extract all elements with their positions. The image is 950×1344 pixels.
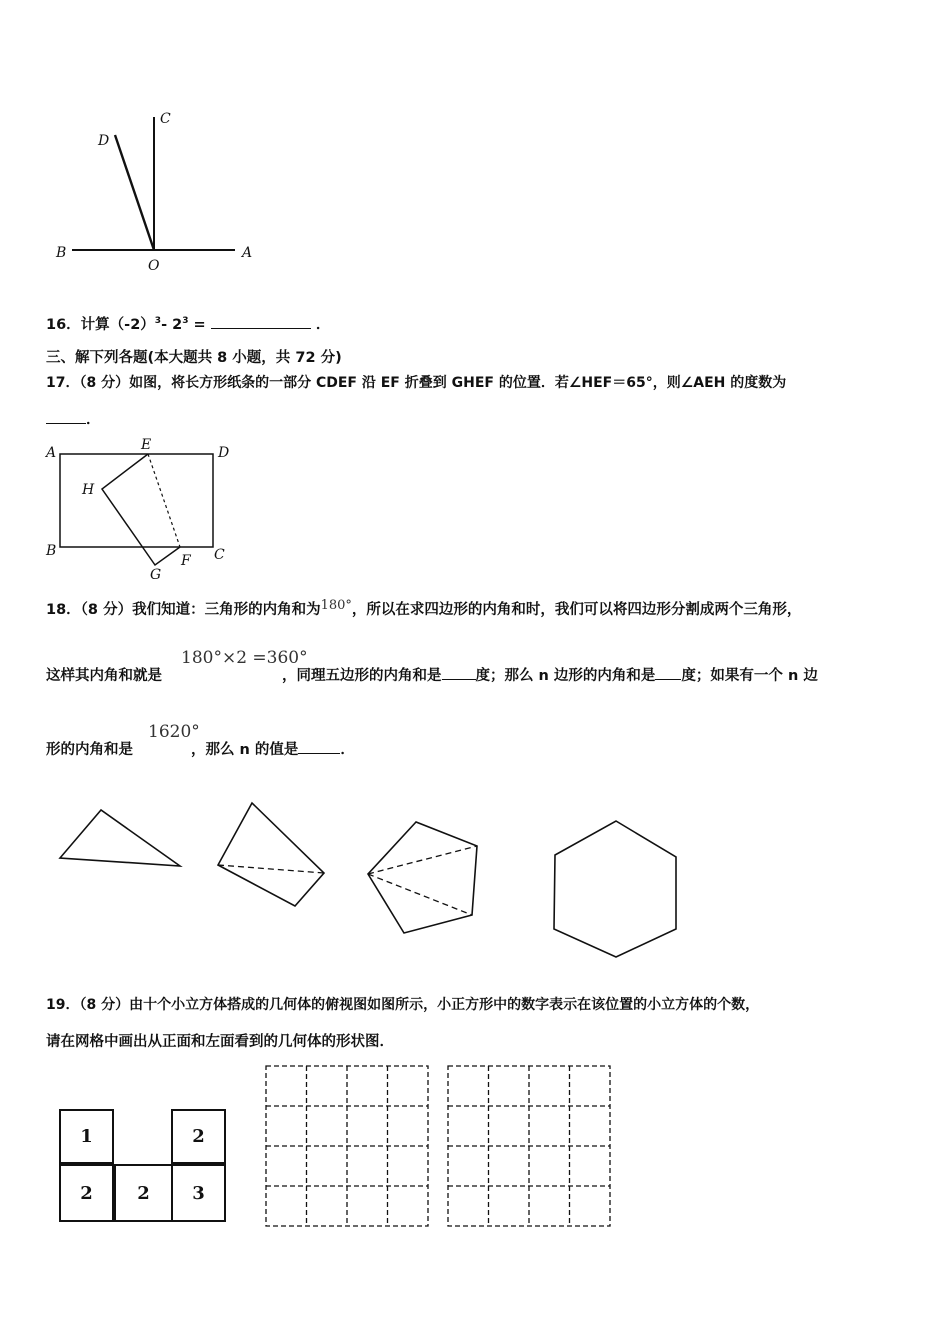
top-view-cell: 2 xyxy=(114,1164,173,1222)
hexagon xyxy=(554,821,676,957)
label-e: E xyxy=(141,437,152,453)
label-g: G xyxy=(150,567,162,583)
ray-od xyxy=(115,135,154,250)
q18-line2-d: 度；如果有一个 n 边 xyxy=(681,668,818,684)
top-view-cell: 3 xyxy=(171,1164,226,1222)
q16-answer-blank[interactable] xyxy=(211,314,311,329)
top-view-cell: 2 xyxy=(59,1164,114,1222)
question-17-answer xyxy=(46,408,101,429)
q18-line1-b: ，所以在求四边形的内角和时，我们可以将四边形分割成两个三角形， xyxy=(351,602,802,618)
q16-text-b: - 2 xyxy=(161,317,183,333)
label-h: H xyxy=(82,482,95,498)
polygons-figure xyxy=(50,785,710,970)
section-3-heading: 三、解下列各题(本大题共 8 小题，共 72 分) xyxy=(46,350,342,366)
label-b: B xyxy=(46,543,57,559)
question-18-line-2 xyxy=(46,664,818,685)
q16-exp-1: 3 xyxy=(154,316,162,327)
fold-line-ef xyxy=(148,454,180,547)
q18-blank-ngon[interactable] xyxy=(655,665,681,680)
fold-figure xyxy=(40,435,240,585)
q18-deg-180: 180° xyxy=(320,598,352,613)
q18-line2-a: 这样其内角和就是 xyxy=(46,668,162,684)
label-b: B xyxy=(56,245,67,261)
question-17-text: 17．（8 分）如图，将长方形纸条的一部分 CDEF 沿 EF 折叠到 GHEF 的位置．若∠HEF＝65°，则∠AEH 的度数为 xyxy=(46,375,787,391)
q18-line2-c: 度；那么 n 边形的内角和是 xyxy=(475,668,656,684)
top-view-cell: 1 xyxy=(59,1109,114,1164)
label-d: D xyxy=(218,445,230,461)
q17-tail: ． xyxy=(86,412,101,428)
q18-line3-a: 形的内角和是 xyxy=(46,742,133,758)
triangle xyxy=(60,810,180,866)
pent-diagonal-2 xyxy=(368,874,472,915)
rectangle-abcd xyxy=(60,454,213,547)
q18-blank-pentagon[interactable] xyxy=(442,665,476,680)
q16-text-a: 16．计算（-2） xyxy=(46,317,155,333)
label-c: C xyxy=(160,111,171,127)
q18-line3-b: ，那么 n 的值是 xyxy=(191,742,299,758)
q16-text-d: ． xyxy=(315,317,331,333)
label-c: C xyxy=(214,547,225,563)
left-view-drawing-grid[interactable] xyxy=(444,1062,616,1230)
top-view-cell: 2 xyxy=(171,1109,226,1164)
label-f: F xyxy=(181,553,191,569)
folded-part-ehgf xyxy=(102,454,180,565)
q18-line1-a: 18．（8 分）我们知道：三角形的内角和为 xyxy=(46,602,321,618)
q18-formula: 180°×2 =360° xyxy=(181,648,308,668)
question-18-line-1 xyxy=(46,598,801,619)
pentagon xyxy=(368,822,477,933)
quadrilateral xyxy=(218,803,324,906)
angle-figure xyxy=(50,105,270,275)
quad-diagonal xyxy=(218,865,324,873)
q18-deg-1620: 1620° xyxy=(148,722,200,742)
top-view-grid xyxy=(59,1109,229,1222)
question-18-line-3 xyxy=(46,738,355,759)
question-16 xyxy=(46,313,330,334)
front-view-drawing-grid[interactable] xyxy=(262,1062,434,1230)
label-o: O xyxy=(148,258,160,274)
q16-text-c: = xyxy=(188,317,206,333)
pent-diagonal-1 xyxy=(368,846,477,874)
question-19-line-2: 请在网格中画出从正面和左面看到的几何体的形状图． xyxy=(46,1034,394,1050)
q18-blank-n[interactable] xyxy=(298,739,340,754)
question-19-line-1: 19．（8 分）由十个小立方体搭成的几何体的俯视图如图所示，小正方形中的数字表示在该位置的小立方体的个数， xyxy=(46,997,760,1013)
q18-line2-b: ，同理五边形的内角和是 xyxy=(282,668,442,684)
label-a: A xyxy=(242,245,253,261)
label-d: D xyxy=(98,133,110,149)
q18-line3-c: ． xyxy=(340,742,355,758)
q17-answer-blank[interactable] xyxy=(46,409,86,424)
label-a: A xyxy=(46,445,57,461)
q16-exp-2: 3 xyxy=(182,316,189,327)
